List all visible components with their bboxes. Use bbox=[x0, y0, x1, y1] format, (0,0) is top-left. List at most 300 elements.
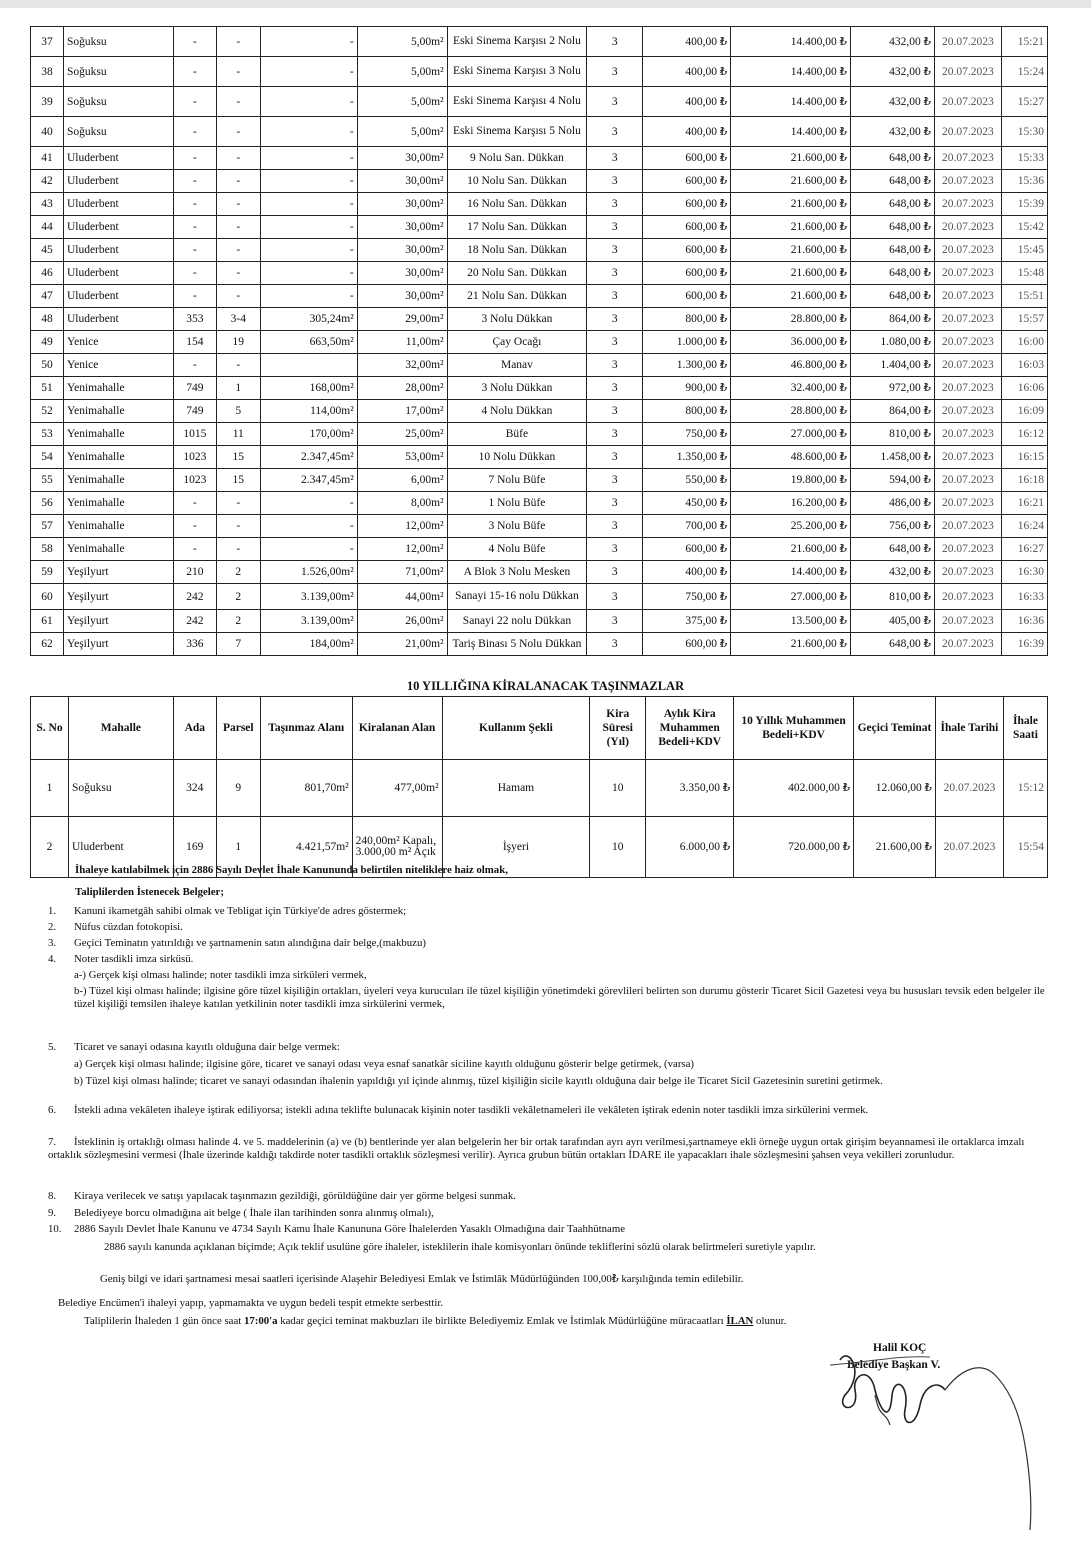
cell-alan: 2.347,45m² bbox=[260, 446, 357, 469]
cell-tarih: 20.07.2023 bbox=[934, 561, 1001, 584]
cell-sure: 3 bbox=[587, 584, 643, 610]
cell-kullanim: Büfe bbox=[447, 423, 587, 446]
cell-saat: 16:15 bbox=[1001, 446, 1047, 469]
cell-no: 52 bbox=[31, 400, 64, 423]
table-row bbox=[31, 57, 1048, 87]
cell-ada: - bbox=[173, 170, 216, 193]
table-row bbox=[31, 515, 1048, 538]
note-item-9: 9. Belediyeye borcu olmadığına ait belge ( İhale ilan tarihinden sonra alınmış olmalı), bbox=[48, 1207, 434, 1219]
table-row bbox=[31, 216, 1048, 239]
cell-ada: 336 bbox=[173, 633, 216, 656]
cell-no: 51 bbox=[31, 377, 64, 400]
cell-parsel: - bbox=[216, 492, 260, 515]
cell-alan: - bbox=[260, 57, 357, 87]
cell-aylik: 600,00 ₺ bbox=[643, 216, 731, 239]
cell-sure: 3 bbox=[587, 262, 643, 285]
cell-mahalle: Yeşilyurt bbox=[63, 561, 173, 584]
cell-teminat: 648,00 ₺ bbox=[851, 170, 935, 193]
cell-parsel: - bbox=[216, 193, 260, 216]
notes-intro: İhaleye katılabilmek için 2886 Sayılı Devlet İhale Kanununda belirtilen niteliklere haiz olmak, bbox=[75, 864, 508, 876]
cell-sure: 3 bbox=[587, 239, 643, 262]
cell-alan: 3.139,00m² bbox=[260, 584, 357, 610]
cell-aylik: 600,00 ₺ bbox=[643, 285, 731, 308]
cell-sure: 3 bbox=[587, 308, 643, 331]
cell-kiralanan: 240,00m² Kapalı, 3.000,00 m² Açık bbox=[352, 817, 442, 878]
cell-kiralanan: 26,00m² bbox=[357, 610, 447, 633]
table-row bbox=[31, 193, 1048, 216]
cell-parsel: 11 bbox=[216, 423, 260, 446]
cell-kiralanan: 5,00m² bbox=[357, 57, 447, 87]
table-row bbox=[31, 147, 1048, 170]
cell-kullanim: 18 Nolu San. Dükkan bbox=[447, 239, 587, 262]
cell-ada: - bbox=[173, 87, 216, 117]
cell-tarih: 20.07.2023 bbox=[934, 170, 1001, 193]
cell-teminat: 864,00 ₺ bbox=[851, 400, 935, 423]
cell-teminat: 594,00 ₺ bbox=[851, 469, 935, 492]
cell-parsel: - bbox=[216, 262, 260, 285]
cell-kullanim: Sanayi 22 nolu Dükkan bbox=[447, 610, 587, 633]
cell-aylik: 1.000,00 ₺ bbox=[643, 331, 731, 354]
cell-teminat: 810,00 ₺ bbox=[851, 423, 935, 446]
cell-kiralanan: 11,00m² bbox=[357, 331, 447, 354]
cell-no: 56 bbox=[31, 492, 64, 515]
cell-kiralanan: 71,00m² bbox=[357, 561, 447, 584]
cell-sure: 3 bbox=[587, 446, 643, 469]
cell-parsel: 2 bbox=[216, 610, 260, 633]
cell-aylik: 1.350,00 ₺ bbox=[643, 446, 731, 469]
cell-aylik: 400,00 ₺ bbox=[643, 117, 731, 147]
handwritten-signature bbox=[820, 1335, 1050, 1535]
cell-no: 43 bbox=[31, 193, 64, 216]
cell-kullanim: Çay Ocağı bbox=[447, 331, 587, 354]
cell-sure: 3 bbox=[587, 633, 643, 656]
cell-aylik: 450,00 ₺ bbox=[643, 492, 731, 515]
cell-kiralanan: 30,00m² bbox=[357, 262, 447, 285]
cell-aylik: 3.350,00 ₺ bbox=[646, 760, 734, 817]
cell-kullanim: 21 Nolu San. Dükkan bbox=[447, 285, 587, 308]
cell-ada: - bbox=[173, 492, 216, 515]
cell-no: 50 bbox=[31, 354, 64, 377]
cell-alan: 2.347,45m² bbox=[260, 469, 357, 492]
cell-alan: - bbox=[260, 170, 357, 193]
cell-no: 57 bbox=[31, 515, 64, 538]
cell-ada: 242 bbox=[173, 610, 216, 633]
table2-header-cell: Kullanım Şekli bbox=[442, 697, 590, 760]
cell-saat: 15:57 bbox=[1001, 308, 1047, 331]
note-item-7: 7. İsteklinin iş ortaklığı olması halinde 4. ve 5. maddelerinin (a) ve (b) bentlerinde yer alan belgelerin her bir ortak tarafından ayrı ayrı verilmesi,şartnameye ekli örneğe uygun ortak girişim beyannamesi ile ortaklarca imzalı ortaklık sözleşmesini vermesi (İhale üzerinde kaldığı takdirde noter tasdikli ortaklık sözleşmesi verilir). Ayrıca grubun bütün ortakları İDARE ile yapacakları ihale sözleşmesini şahsen veya vekilleri zorunludur. bbox=[48, 1136, 1025, 1161]
cell-sure: 3 bbox=[587, 170, 643, 193]
cell-mahalle: Soğuksu bbox=[63, 87, 173, 117]
cell-alan bbox=[260, 354, 357, 377]
cell-sure: 3 bbox=[587, 377, 643, 400]
cell-kiralanan: 5,00m² bbox=[357, 87, 447, 117]
cell-ada: - bbox=[173, 27, 216, 57]
cell-alan: - bbox=[260, 262, 357, 285]
cell-mahalle: Yenice bbox=[63, 331, 173, 354]
cell-kiralanan: 6,00m² bbox=[357, 469, 447, 492]
cell-toplam: 25.200,00 ₺ bbox=[731, 515, 851, 538]
cell-kullanim: 3 Nolu Dükkan bbox=[447, 308, 587, 331]
cell-parsel: - bbox=[216, 87, 260, 117]
cell-toplam: 46.800,00 ₺ bbox=[731, 354, 851, 377]
cell-teminat: 648,00 ₺ bbox=[851, 285, 935, 308]
cell-aylik: 750,00 ₺ bbox=[643, 584, 731, 610]
cell-mahalle: Yenimahalle bbox=[63, 446, 173, 469]
cell-aylik: 800,00 ₺ bbox=[643, 308, 731, 331]
cell-saat: 15:21 bbox=[1001, 27, 1047, 57]
cell-saat: 16:27 bbox=[1001, 538, 1047, 561]
cell-saat: 15:48 bbox=[1001, 262, 1047, 285]
table-row bbox=[31, 377, 1048, 400]
cell-tarih: 20.07.2023 bbox=[934, 27, 1001, 57]
note-item-4: 4. Noter tasdikli imza sirküsü. bbox=[48, 953, 194, 965]
cell-teminat: 432,00 ₺ bbox=[851, 57, 935, 87]
cell-no: 42 bbox=[31, 170, 64, 193]
cell-mahalle: Uluderbent bbox=[63, 239, 173, 262]
cell-mahalle: Yenimahalle bbox=[63, 492, 173, 515]
cell-no: 61 bbox=[31, 610, 64, 633]
cell-toplam: 21.600,00 ₺ bbox=[731, 239, 851, 262]
cell-toplam: 14.400,00 ₺ bbox=[731, 561, 851, 584]
cell-toplam: 13.500,00 ₺ bbox=[731, 610, 851, 633]
cell-kiralanan: 30,00m² bbox=[357, 239, 447, 262]
rental-table-10yr bbox=[30, 696, 1048, 878]
cell-kullanim: Manav bbox=[447, 354, 587, 377]
cell-tarih: 20.07.2023 bbox=[935, 817, 1003, 878]
table2-header-cell: Mahalle bbox=[68, 697, 173, 760]
cell-sure: 3 bbox=[587, 87, 643, 117]
cell-teminat: 972,00 ₺ bbox=[851, 377, 935, 400]
cell-tarih: 20.07.2023 bbox=[935, 760, 1003, 817]
cell-saat: 15:45 bbox=[1001, 239, 1047, 262]
cell-sure: 3 bbox=[587, 400, 643, 423]
cell-ada: 324 bbox=[173, 760, 216, 817]
cell-alan: - bbox=[260, 538, 357, 561]
cell-no: 39 bbox=[31, 87, 64, 117]
cell-mahalle: Yeşilyurt bbox=[63, 633, 173, 656]
table2-header-cell: Geçici Teminat bbox=[854, 697, 936, 760]
table-row bbox=[31, 561, 1048, 584]
table-row bbox=[31, 584, 1048, 610]
cell-no: 55 bbox=[31, 469, 64, 492]
cell-ada: - bbox=[173, 193, 216, 216]
cell-kiralanan: 30,00m² bbox=[357, 285, 447, 308]
cell-aylik: 700,00 ₺ bbox=[643, 515, 731, 538]
cell-mahalle: Uluderbent bbox=[63, 216, 173, 239]
cell-sure: 3 bbox=[587, 147, 643, 170]
cell-ada: - bbox=[173, 515, 216, 538]
cell-parsel: 2 bbox=[216, 584, 260, 610]
cell-kiralanan: 17,00m² bbox=[357, 400, 447, 423]
cell-sure: 3 bbox=[587, 27, 643, 57]
note-item-1: 1. Kanuni ikametgâh sahibi olmak ve Tebligat için Türkiye'de adres göstermek; bbox=[48, 905, 407, 917]
signature-name: Halil KOÇ bbox=[873, 1342, 927, 1354]
table-row bbox=[31, 170, 1048, 193]
cell-aylik: 600,00 ₺ bbox=[643, 262, 731, 285]
table-row bbox=[31, 610, 1048, 633]
cell-mahalle: Soğuksu bbox=[63, 57, 173, 87]
cell-teminat: 1.080,00 ₺ bbox=[851, 331, 935, 354]
cell-no: 62 bbox=[31, 633, 64, 656]
cell-saat: 15:27 bbox=[1001, 87, 1047, 117]
cell-toplam: 27.000,00 ₺ bbox=[731, 584, 851, 610]
cell-parsel: - bbox=[216, 354, 260, 377]
scan-top-strip bbox=[0, 0, 1091, 8]
cell-alan: - bbox=[260, 515, 357, 538]
cell-sure: 3 bbox=[587, 469, 643, 492]
notes-info: Geniş bilgi ve idari şartnamesi mesai saatleri içerisinde Alaşehir Belediyesi Emlak ve İstimlâk Müdürlüğünden 100,00₺ karşılığında temin edilebilir. bbox=[100, 1273, 744, 1285]
cell-kullanim: İşyeri bbox=[442, 817, 590, 878]
cell-toplam: 14.400,00 ₺ bbox=[731, 57, 851, 87]
cell-kullanim: A Blok 3 Nolu Mesken bbox=[447, 561, 587, 584]
table-row bbox=[31, 446, 1048, 469]
cell-alan: - bbox=[260, 27, 357, 57]
cell-no: 58 bbox=[31, 538, 64, 561]
cell-ada: - bbox=[173, 262, 216, 285]
cell-mahalle: Yenimahalle bbox=[63, 469, 173, 492]
cell-kiralanan: 30,00m² bbox=[357, 193, 447, 216]
note-item-3: 3. Geçici Teminatın yatırıldığı ve şartnamenin satın alındığına dair belge,(makbuzu) bbox=[48, 937, 426, 949]
cell-saat: 16:03 bbox=[1001, 354, 1047, 377]
cell-aylik: 400,00 ₺ bbox=[643, 87, 731, 117]
cell-teminat: 1.404,00 ₺ bbox=[851, 354, 935, 377]
cell-saat: 16:06 bbox=[1001, 377, 1047, 400]
cell-parsel: - bbox=[216, 57, 260, 87]
cell-ada: 154 bbox=[173, 331, 216, 354]
cell-parsel: - bbox=[216, 239, 260, 262]
cell-teminat: 810,00 ₺ bbox=[851, 584, 935, 610]
cell-aylik: 1.300,00 ₺ bbox=[643, 354, 731, 377]
cell-parsel: - bbox=[216, 147, 260, 170]
cell-alan: 170,00m² bbox=[260, 423, 357, 446]
cell-mahalle: Uluderbent bbox=[63, 147, 173, 170]
cell-parsel: 1 bbox=[216, 817, 260, 878]
note-item-2: 2. Nüfus cüzdan fotokopisi. bbox=[48, 921, 183, 933]
cell-mahalle: Yeşilyurt bbox=[63, 610, 173, 633]
table2-header-cell: 10 Yıllık Muhammen Bedeli+KDV bbox=[734, 697, 854, 760]
cell-ada: - bbox=[173, 147, 216, 170]
cell-tarih: 20.07.2023 bbox=[934, 515, 1001, 538]
cell-kullanim: Eski Sinema Karşısı 5 Nolu bbox=[447, 117, 587, 147]
cell-teminat: 432,00 ₺ bbox=[851, 117, 935, 147]
cell-ada: 242 bbox=[173, 584, 216, 610]
cell-kullanim: 1 Nolu Büfe bbox=[447, 492, 587, 515]
table-row bbox=[31, 492, 1048, 515]
cell-toplam: 27.000,00 ₺ bbox=[731, 423, 851, 446]
cell-tarih: 20.07.2023 bbox=[934, 147, 1001, 170]
cell-kiralanan: 30,00m² bbox=[357, 170, 447, 193]
cell-tarih: 20.07.2023 bbox=[934, 239, 1001, 262]
cell-aylik: 400,00 ₺ bbox=[643, 57, 731, 87]
cell-aylik: 6.000,00 ₺ bbox=[646, 817, 734, 878]
cell-alan: - bbox=[260, 117, 357, 147]
cell-tarih: 20.07.2023 bbox=[934, 193, 1001, 216]
cell-alan: - bbox=[260, 285, 357, 308]
cell-toplam: 48.600,00 ₺ bbox=[731, 446, 851, 469]
cell-aylik: 600,00 ₺ bbox=[643, 239, 731, 262]
cell-parsel: 7 bbox=[216, 633, 260, 656]
table2-header-cell: Aylık Kira Muhammen Bedeli+KDV bbox=[646, 697, 734, 760]
cell-teminat: 12.060,00 ₺ bbox=[854, 760, 936, 817]
cell-ada: - bbox=[173, 354, 216, 377]
cell-parsel: - bbox=[216, 216, 260, 239]
cell-tarih: 20.07.2023 bbox=[934, 633, 1001, 656]
cell-saat: 16:36 bbox=[1001, 610, 1047, 633]
cell-kiralanan: 12,00m² bbox=[357, 515, 447, 538]
cell-teminat: 864,00 ₺ bbox=[851, 308, 935, 331]
cell-mahalle: Yeşilyurt bbox=[63, 584, 173, 610]
cell-mahalle: Uluderbent bbox=[63, 285, 173, 308]
cell-teminat: 756,00 ₺ bbox=[851, 515, 935, 538]
signature-title: Belediye Başkan V. bbox=[847, 1359, 941, 1371]
cell-mahalle: Yenimahalle bbox=[63, 400, 173, 423]
cell-aylik: 375,00 ₺ bbox=[643, 610, 731, 633]
cell-kiralanan: 12,00m² bbox=[357, 538, 447, 561]
cell-kullanim: 16 Nolu San. Dükkan bbox=[447, 193, 587, 216]
cell-tarih: 20.07.2023 bbox=[934, 331, 1001, 354]
cell-alan: 305,24m² bbox=[260, 308, 357, 331]
cell-no: 46 bbox=[31, 262, 64, 285]
cell-no: 41 bbox=[31, 147, 64, 170]
cell-alan: - bbox=[260, 239, 357, 262]
table-row bbox=[31, 633, 1048, 656]
cell-ada: - bbox=[173, 285, 216, 308]
cell-aylik: 800,00 ₺ bbox=[643, 400, 731, 423]
cell-alan: - bbox=[260, 147, 357, 170]
cell-toplam: 21.600,00 ₺ bbox=[731, 262, 851, 285]
cell-kullanim: 10 Nolu San. Dükkan bbox=[447, 170, 587, 193]
cell-sure: 10 bbox=[590, 760, 646, 817]
cell-no: 60 bbox=[31, 584, 64, 610]
cell-parsel: - bbox=[216, 285, 260, 308]
table-row bbox=[31, 469, 1048, 492]
table-row bbox=[31, 285, 1048, 308]
cell-kullanim: 3 Nolu Dükkan bbox=[447, 377, 587, 400]
notes-procedure: 2886 sayılı kanunda açıklanan biçimde; Açık teklif usulüne göre ihaleler, isteklilerin ihale komisyonları önünde tekliflerini sözlü olarak belirtmeleri suretiyle yapılır. bbox=[104, 1241, 816, 1253]
cell-parsel: 9 bbox=[216, 760, 260, 817]
cell-kiralanan: 30,00m² bbox=[357, 147, 447, 170]
note-item-5: 5. Ticaret ve sanayi odasına kayıtlı olduğuna dair belge vermek: bbox=[48, 1041, 340, 1053]
table2-header-cell: S. No bbox=[31, 697, 69, 760]
cell-teminat: 648,00 ₺ bbox=[851, 216, 935, 239]
table-row bbox=[31, 27, 1048, 57]
cell-ada: 1023 bbox=[173, 446, 216, 469]
cell-kiralanan: 44,00m² bbox=[357, 584, 447, 610]
cell-saat: 16:09 bbox=[1001, 400, 1047, 423]
cell-aylik: 400,00 ₺ bbox=[643, 561, 731, 584]
table-row bbox=[31, 262, 1048, 285]
cell-kullanim: 10 Nolu Dükkan bbox=[447, 446, 587, 469]
cell-sure: 3 bbox=[587, 285, 643, 308]
cell-saat: 16:33 bbox=[1001, 584, 1047, 610]
cell-mahalle: Soğuksu bbox=[63, 27, 173, 57]
table-row bbox=[31, 354, 1048, 377]
cell-teminat: 486,00 ₺ bbox=[851, 492, 935, 515]
table2-header-cell: Ada bbox=[173, 697, 216, 760]
cell-mahalle: Yenimahalle bbox=[63, 423, 173, 446]
cell-mahalle: Uluderbent bbox=[63, 170, 173, 193]
cell-parsel: - bbox=[216, 515, 260, 538]
cell-kiralanan: 477,00m² bbox=[352, 760, 442, 817]
cell-parsel: - bbox=[216, 117, 260, 147]
cell-tarih: 20.07.2023 bbox=[934, 262, 1001, 285]
cell-mahalle: Uluderbent bbox=[63, 308, 173, 331]
cell-kiralanan: 28,00m² bbox=[357, 377, 447, 400]
cell-kullanim: Eski Sinema Karşısı 2 Nolu bbox=[447, 27, 587, 57]
table2-header-cell: Parsel bbox=[216, 697, 260, 760]
cell-ada: 749 bbox=[173, 377, 216, 400]
note-item-8: 8. Kiraya verilecek ve satışı yapılacak taşınmazın gezildiği, görüldüğüne dair yer görme belgesi sunmak. bbox=[48, 1190, 516, 1202]
cell-saat: 16:00 bbox=[1001, 331, 1047, 354]
cell-toplam: 28.800,00 ₺ bbox=[731, 308, 851, 331]
cell-toplam: 21.600,00 ₺ bbox=[731, 216, 851, 239]
cell-saat: 15:42 bbox=[1001, 216, 1047, 239]
rental-table-3yr bbox=[30, 26, 1048, 656]
cell-tarih: 20.07.2023 bbox=[934, 423, 1001, 446]
cell-tarih: 20.07.2023 bbox=[934, 610, 1001, 633]
cell-sure: 3 bbox=[587, 423, 643, 446]
table-row bbox=[31, 308, 1048, 331]
note-item-5a: a) Gerçek kişi olması halinde; ilgisine göre, ticaret ve sanayi odası veya esnaf sanatkâr siciline kayıtlı olduğunu gösterir belge getirmek, (varsa) bbox=[74, 1058, 695, 1070]
cell-saat: 16:12 bbox=[1001, 423, 1047, 446]
cell-parsel: 1 bbox=[216, 377, 260, 400]
cell-kullanim: 7 Nolu Büfe bbox=[447, 469, 587, 492]
cell-toplam: 32.400,00 ₺ bbox=[731, 377, 851, 400]
cell-no: 2 bbox=[31, 817, 69, 878]
cell-ada: 749 bbox=[173, 400, 216, 423]
cell-alan: 168,00m² bbox=[260, 377, 357, 400]
cell-saat: 15:12 bbox=[1003, 760, 1047, 817]
notes-final: Taliplilerin İhaleden 1 gün önce saat 17:00'a kadar geçici teminat makbuzları ile birlikte Belediyemiz Emlak ve İstimlak Müdürlüğüne müracaatları İLAN olunur. bbox=[84, 1315, 787, 1327]
cell-kullanim: 4 Nolu Dükkan bbox=[447, 400, 587, 423]
table-row bbox=[31, 423, 1048, 446]
cell-toplam: 28.800,00 ₺ bbox=[731, 400, 851, 423]
cell-saat: 16:39 bbox=[1001, 633, 1047, 656]
cell-kiralanan: 5,00m² bbox=[357, 117, 447, 147]
table-row bbox=[31, 331, 1048, 354]
cell-toplam: 21.600,00 ₺ bbox=[731, 538, 851, 561]
cell-toplam: 21.600,00 ₺ bbox=[731, 193, 851, 216]
cell-kullanim: 20 Nolu San. Dükkan bbox=[447, 262, 587, 285]
cell-alan: 3.139,00m² bbox=[260, 610, 357, 633]
cell-alan: - bbox=[260, 492, 357, 515]
cell-kiralanan: 25,00m² bbox=[357, 423, 447, 446]
cell-alan: 1.526,00m² bbox=[260, 561, 357, 584]
cell-alan: 4.421,57m² bbox=[260, 817, 352, 878]
cell-sure: 3 bbox=[587, 492, 643, 515]
cell-saat: 16:18 bbox=[1001, 469, 1047, 492]
cell-toplam: 16.200,00 ₺ bbox=[731, 492, 851, 515]
table2-header-cell: İhale Saati bbox=[1003, 697, 1047, 760]
cell-no: 45 bbox=[31, 239, 64, 262]
cell-alan: - bbox=[260, 193, 357, 216]
cell-alan: 663,50m² bbox=[260, 331, 357, 354]
cell-parsel: - bbox=[216, 538, 260, 561]
cell-kiralanan: 30,00m² bbox=[357, 216, 447, 239]
table2-header-cell: Kiralanan Alan bbox=[352, 697, 442, 760]
table2-header-cell: Kira Süresi (Yıl) bbox=[590, 697, 646, 760]
cell-sure: 3 bbox=[587, 193, 643, 216]
cell-tarih: 20.07.2023 bbox=[934, 87, 1001, 117]
cell-toplam: 720.000,00 ₺ bbox=[734, 817, 854, 878]
cell-parsel: 15 bbox=[216, 446, 260, 469]
cell-mahalle: Yenimahalle bbox=[63, 377, 173, 400]
cell-kullanim: 9 Nolu San. Dükkan bbox=[447, 147, 587, 170]
table-row bbox=[31, 117, 1048, 147]
cell-saat: 16:24 bbox=[1001, 515, 1047, 538]
cell-kullanim: 4 Nolu Büfe bbox=[447, 538, 587, 561]
cell-sure: 3 bbox=[587, 515, 643, 538]
